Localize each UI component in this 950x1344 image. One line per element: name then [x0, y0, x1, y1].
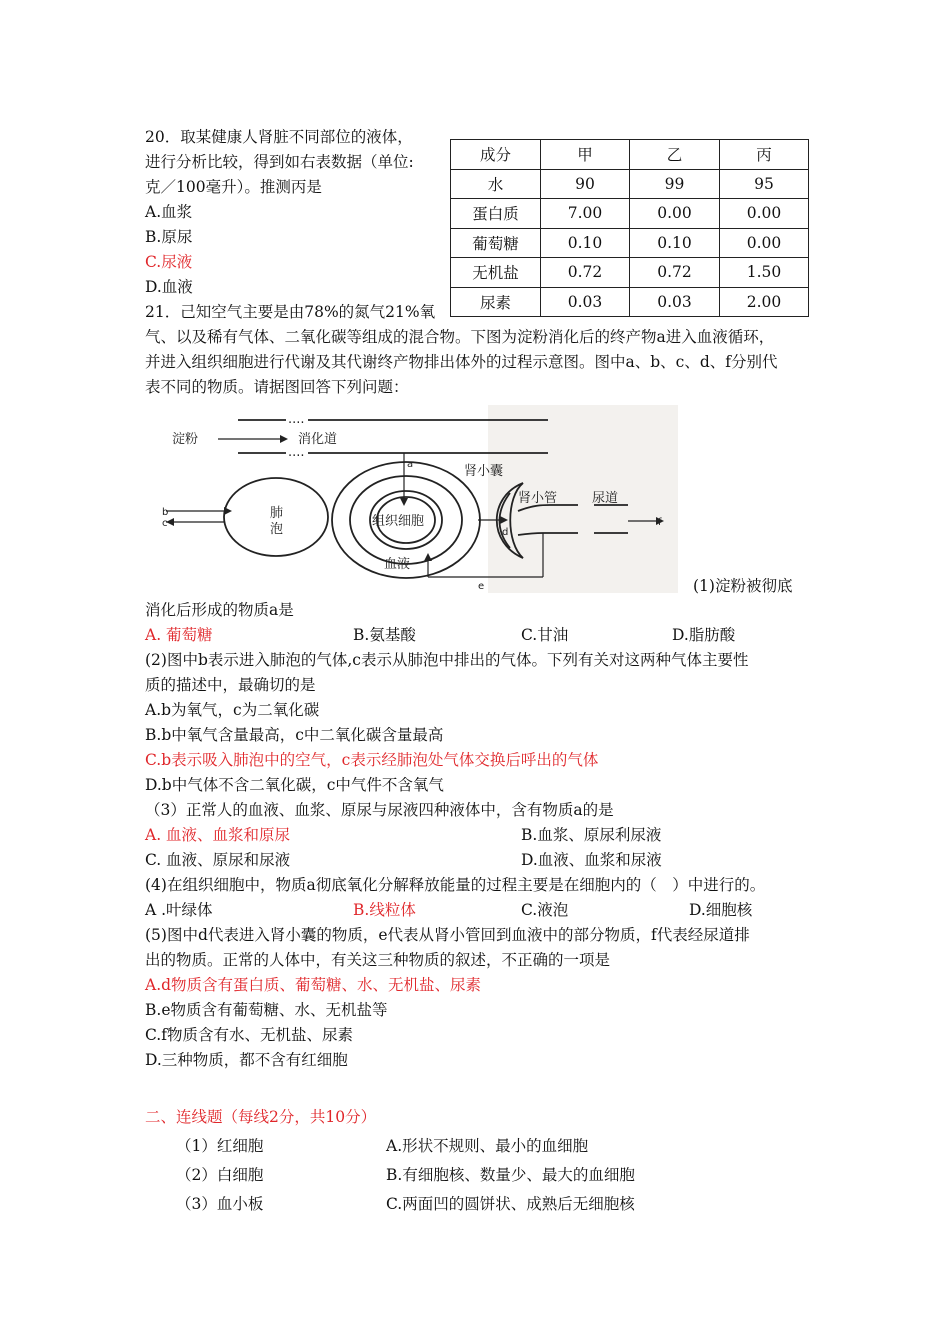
scan-shade	[488, 405, 678, 593]
q20-data-table	[450, 139, 809, 317]
label-b: b	[162, 507, 169, 518]
q21-p5-line-2: 出的物质。正常的人体中，有关这三种物质的叙述，不正确的一项是	[145, 951, 611, 969]
q20-line-3: 克／100毫升）。推测丙是	[145, 178, 322, 196]
label-alveolus-1: 肺	[270, 506, 284, 521]
label-blood: 血液	[384, 557, 411, 572]
q21-p2-line-2: 质的描述中，最确切的是	[145, 676, 316, 694]
q21-p4-option-c: C.液泡	[521, 901, 569, 919]
q21-p3-option-a-answer: A. 血液、血浆和原尿	[145, 826, 291, 844]
q21-p5-option-a-answer: A.d物质含有蛋白质、葡萄糖、水、无机盐、尿素	[145, 976, 482, 994]
table-cell: 乙	[630, 140, 720, 170]
table-row	[451, 258, 809, 288]
q21-intro-2: 气、以及稀有气体、二氧化碳等组成的混合物。下图为淀粉消化后的终产物a进入血液循环，	[145, 328, 775, 346]
table-cell: 尿素	[451, 287, 541, 317]
table-cell: 0.00	[720, 228, 809, 258]
table-row	[451, 199, 809, 229]
label-dots-2: ....	[288, 445, 305, 460]
table-cell: 葡萄糖	[451, 228, 541, 258]
q21-p1-option-d: D.脂肪酸	[672, 626, 736, 644]
table-cell: 1.50	[720, 258, 809, 288]
label-dots-1: ....	[288, 412, 305, 427]
q21-p3-option-b: B.血浆、原尿利尿液	[521, 826, 662, 844]
table-cell: 水	[451, 169, 541, 199]
table-cell: 0.72	[541, 258, 630, 288]
table-cell: 0.72	[630, 258, 720, 288]
table-cell: 成分	[451, 140, 541, 170]
label-d: d	[502, 527, 509, 538]
q21-p5-line-1: (5)图中d代表进入肾小囊的物质，e代表从肾小管回到血液中的部分物质，f代表经尿道排	[145, 926, 750, 944]
q21-p1-line: 消化后形成的物质a是	[145, 601, 294, 619]
q21-p2-option-b: B.b中氧气含量最高，c中二氧化碳含量最高	[145, 726, 444, 744]
label-c: c	[162, 518, 168, 529]
metabolism-diagram	[158, 405, 678, 593]
q21-p5-option-b: B.e物质含有葡萄糖、水、无机盐等	[145, 1001, 388, 1019]
q21-p3-option-d: D.血液、血浆和尿液	[521, 851, 662, 869]
table-header-row	[451, 140, 809, 170]
match-right-b: B.有细胞核、数量少、最大的血细胞	[386, 1166, 635, 1184]
q21-intro-3: 并进入组织细胞进行代谢及其代谢终产物排出体外的过程示意图。图中a、b、c、d、f分别代	[145, 353, 778, 371]
match-right-a: A.形状不规则、最小的血细胞	[386, 1137, 589, 1155]
label-urethra: 尿道	[592, 491, 619, 506]
q21-p5-option-d: D.三种物质，都不含有红细胞	[145, 1051, 348, 1069]
q20-option-a: A.血浆	[145, 203, 193, 221]
match-left-1: （1）红细胞	[176, 1137, 264, 1155]
q21-p1-option-c: C.甘油	[521, 626, 569, 644]
q21-p2-option-a: A.b为氧气，c为二氧化碳	[145, 701, 320, 719]
table-cell: 95	[720, 169, 809, 199]
q20-line-1: 20．取某健康人肾脏不同部位的液体，	[145, 128, 413, 146]
b-arrowhead	[224, 507, 232, 515]
q21-p4-line: (4)在组织细胞中，物质a彻底氧化分解释放能量的过程主要是在细胞内的（ ）中进行的。	[145, 876, 766, 894]
table-cell: 无机盐	[451, 258, 541, 288]
q20-line-2: 进行分析比较，得到如右表数据（单位:	[145, 153, 414, 171]
table-cell: 0.00	[720, 199, 809, 229]
q21-intro-1: 21．己知空气主要是由78%的氮气21%氧	[145, 303, 436, 321]
q21-p2-line-1: (2)图中b表示进入肺泡的气体,c表示从肺泡中排出的气体。下列有关对这两种气体主要性	[145, 651, 749, 669]
q21-intro-4: 表不同的物质。请据图回答下列问题：	[145, 378, 409, 396]
q21-p1-tail: (1)淀粉被彻底	[693, 577, 793, 595]
table-cell: 0.03	[630, 287, 720, 317]
label-tract: 消化道	[298, 432, 338, 447]
label-tubule: 肾小管	[518, 491, 558, 506]
table-cell: 0.03	[541, 287, 630, 317]
e-arrowhead	[424, 553, 432, 561]
table-row	[451, 228, 809, 258]
q21-p1-option-a-answer: A. 葡萄糖	[145, 626, 213, 644]
q21-p2-option-c-answer: C.b表示吸入肺泡中的空气，c表示经肺泡处气体交换后呼出的气体	[145, 751, 599, 769]
match-right-c: C.两面凹的圆饼状、成熟后无细胞核	[386, 1195, 635, 1213]
match-left-2: （2）白细胞	[176, 1166, 264, 1184]
label-alveolus-2: 泡	[270, 522, 284, 537]
table-cell: 0.10	[630, 228, 720, 258]
q21-p1-option-b: B.氨基酸	[353, 626, 416, 644]
label-f: f	[658, 517, 662, 528]
match-left-3: （3）血小板	[176, 1195, 264, 1213]
starch-arrowhead	[280, 435, 288, 443]
q20-option-d: D.血液	[145, 278, 193, 296]
table-cell: 7.00	[541, 199, 630, 229]
label-starch: 淀粉	[172, 432, 199, 447]
table-cell: 2.00	[720, 287, 809, 317]
table-cell: 蛋白质	[451, 199, 541, 229]
label-a: a	[407, 459, 414, 470]
a-arrowhead	[400, 498, 408, 506]
table-cell: 99	[630, 169, 720, 199]
q21-p3-option-c: C. 血液、原尿和尿液	[145, 851, 291, 869]
table-row	[451, 169, 809, 199]
q21-p3-line: （3）正常人的血液、血浆、原尿与尿液四种液体中，含有物质a的是	[145, 801, 614, 819]
q20-option-b: B.原尿	[145, 228, 193, 246]
table-cell: 0.10	[541, 228, 630, 258]
q21-p4-option-a: A .叶绿体	[145, 901, 213, 919]
table-cell: 90	[541, 169, 630, 199]
table-cell: 甲	[541, 140, 630, 170]
q21-p4-option-b-answer: B.线粒体	[353, 901, 416, 919]
q21-p2-option-d: D.b中气体不含二氧化碳，c中气件不含氧气	[145, 776, 444, 794]
table-row	[451, 287, 809, 317]
table-cell: 丙	[720, 140, 809, 170]
label-tissue-cell: 组织细胞	[372, 514, 425, 529]
section2-title: 二、连线题（每线2分，共10分）	[145, 1108, 377, 1126]
label-e: e	[478, 581, 485, 592]
label-capsule: 肾小囊	[464, 464, 504, 479]
table-cell: 0.00	[630, 199, 720, 229]
q20-option-c-answer: C.尿液	[145, 253, 193, 271]
q21-p5-option-c: C.f物质含有水、无机盐、尿素	[145, 1026, 353, 1044]
q21-p4-option-d: D.细胞核	[689, 901, 753, 919]
